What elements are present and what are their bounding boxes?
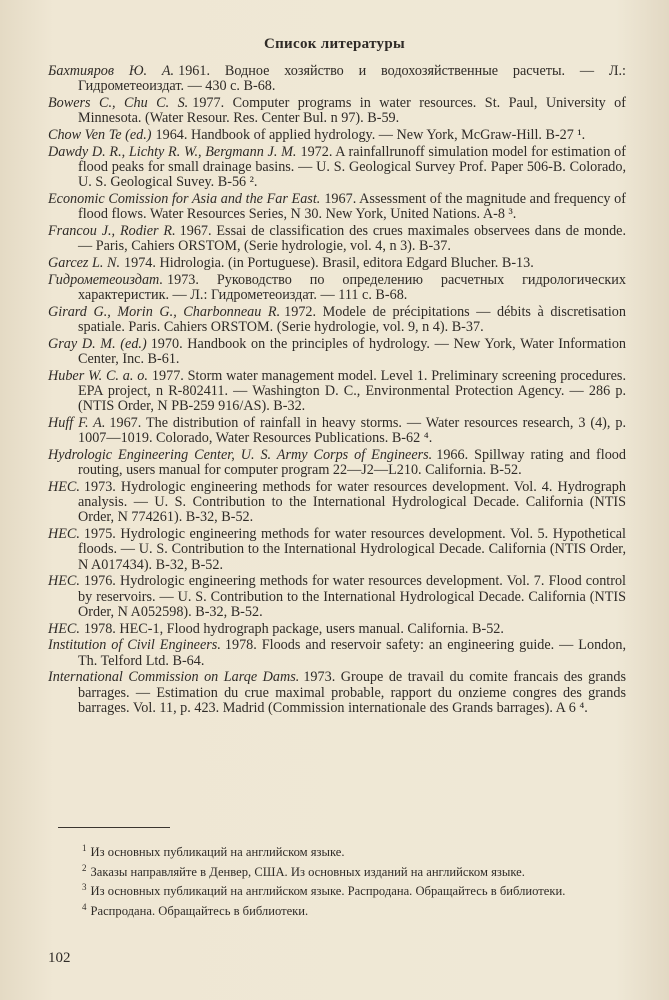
footnote-mark: 4 — [82, 902, 87, 913]
reference-details: 1966. Spillway rating and flood routing, users manual for computer program 22—J2—L210. California. B-52. — [78, 447, 626, 479]
reference-details: 1975. Hydrologic engineering methods for water resources development. Vol. 5. Hypothetical floods. — U. S. Contribution to the International Hydrological Decade. California (NTIS Order, N A017434). B-32, B-52. — [78, 526, 626, 573]
reference-details: 1976. Hydrologic engineering methods for water resources development. Vol. 7. Flood control by reservoirs. — U. S. Contribution to the International Hydrological Decade. California (NTIS Order, N A052598). B-32, B-52. — [78, 573, 626, 620]
reference-author: Francou J., Rodier R. — [48, 223, 176, 239]
footnote-list — [58, 841, 626, 920]
reference-details: 1977. Computer programs in water resources. St. Paul, University of Minnesota. (Water Resour. Res. Center Bul. n 97). B-59. — [78, 95, 627, 127]
reference-author: Bowers C., Chu C. S. — [48, 95, 189, 111]
reference-author: Huber W. C. a. o. — [48, 367, 148, 384]
reference-author: HEC. — [48, 526, 80, 543]
reference-details: 1972. A rainfallrunoff simulation model for estimation of flood peaks for small drainage basins. — U. S. Geological Survey Prof. Paper 506-B. Colorado, U. S. Geological Suvey. B-56 ². — [78, 143, 626, 191]
reference-entry — [48, 337, 626, 367]
reference-entry — [48, 638, 626, 668]
reference-details: 1978. Floods and reservoir safety: an engineering guide. — London, Th. Telford Ltd. B-64. — [78, 637, 626, 669]
reference-entry — [48, 622, 626, 637]
reference-details: 1974. Hidrologia. (in Portuguese). Brasil, editora Edgard Blucher. B-13. — [124, 255, 534, 271]
footnote-text: Из основных публикаций на английском языке. — [90, 845, 345, 860]
reference-author: Бахтияров Ю. А. — [48, 63, 175, 79]
reference-author: Dawdy D. R., Lichty R. W., Bergmann J. M. — [48, 143, 297, 160]
reference-entry — [48, 96, 626, 126]
reference-details: 1973. Groupe de travail du comite francais des grands barrages. — Estimation du crue maximal probable, rapport du onzieme congres des grands barrages. Vol. 11, p. 423. Madrid (Commission internationale des Grands barrages). A 6 ⁴. — [78, 669, 627, 716]
reference-entry — [48, 192, 626, 222]
reference-entry — [48, 273, 626, 303]
reference-entry — [48, 416, 626, 446]
reference-author: Economic Comission for Asia and the Far East. — [48, 191, 321, 207]
reference-list — [48, 64, 626, 718]
footnote-mark: 1 — [82, 843, 87, 853]
footnote-text: Распродана. Обращайтесь в библиотеки. — [90, 904, 309, 919]
reference-author: Hydrologic Engineering Center, U. S. Army Corps of Engineers. — [48, 447, 433, 463]
reference-entry — [48, 480, 626, 526]
reference-details: 1964. Handbook of applied hydrology. — New York, McGraw-Hill. B-27 ¹. — [155, 127, 586, 143]
reference-entry — [48, 256, 626, 271]
footnote-mark: 3 — [82, 882, 87, 893]
reference-details: 1977. Storm water management model. Level 1. Preliminary screening procedures. EPA project, n R-802411. — Washington D. C., Environmental Protection Agency. — 286 p. (NTIS Order, N PB-259 916/AS). B-32. — [78, 367, 626, 415]
reference-details: 1973. Hydrologic engineering methods for water resources development. Vol. 4. Hydrograph analysis. — U. S. Contribution to the International Hydrological Decade. California (NTIS Order, N 774261). B-32, B-52. — [78, 479, 626, 526]
reference-entry — [48, 145, 626, 191]
footnote-mark: 2 — [82, 862, 87, 873]
reference-author: Гидрометеоиздат. — [48, 271, 164, 288]
reference-author: Huff F. A. — [48, 415, 106, 431]
reference-author: HEC. — [48, 479, 80, 495]
footnote — [58, 900, 626, 920]
reference-details: 1967. The distribution of rainfall in heavy storms. — Water resources research, 3 (4), p. 1007—1019. Colorado, Water Resources Publications. B-62 ⁴. — [78, 415, 626, 447]
page-title: Список литературы — [263, 36, 406, 52]
footnote-text: Из основных публикаций на английском языке. Распродана. Обращайтесь в библиотеки. — [90, 884, 566, 899]
reference-details: 1967. Assessment of the magnitude and frequency of flood flows. Water Resources Series, N 30. New York, United Nations. A-8 ³. — [78, 191, 626, 223]
reference-author: Girard G., Morin G., Charbonneau R. — [48, 303, 281, 320]
reference-author: Institution of Civil Engineers. — [48, 637, 221, 654]
reference-entry — [48, 670, 626, 716]
reference-author: HEC. — [48, 573, 80, 590]
reference-entry — [48, 448, 626, 478]
reference-author: HEC. — [48, 620, 80, 637]
reference-entry — [48, 128, 626, 143]
reference-details: 1970. Handbook on the principles of hydrology. — New York, Water Information Center, Inc. B-61. — [78, 335, 627, 367]
reference-author: Chow Ven Te (ed.) — [48, 127, 152, 143]
reference-details: 1967. Essai de classification des crues maximales observees dans de monde. — Paris, Cahiers ORSTOM, (Serie hydrologie, vol. 4, n 3). B-37. — [78, 223, 627, 255]
reference-author: International Commission on Larqe Dams. — [48, 669, 300, 686]
footnote-text: Заказы направляйте в Денвер, США. Из основных изданий на английском языке. — [90, 864, 525, 879]
reference-author: Garcez L. N. — [48, 255, 120, 271]
footnote — [58, 880, 626, 900]
footnote — [58, 841, 626, 861]
reference-details: 1978. HEC-1, Flood hydrograph package, users manual. California. B-52. — [83, 620, 504, 637]
reference-entry — [48, 305, 626, 335]
reference-entry — [48, 527, 626, 573]
reference-details: 1972. Modele de précipitations — débits à discretisation spatiale. Paris. Cahiers ORSTOM. (Serie hydrologie, vol. 9, n 4). B-37. — [78, 303, 626, 335]
reference-entry — [48, 64, 626, 94]
reference-details: 1961. Водное хозяйство и водохозяйственные расчеты. — Л.: Гидрометеоиздат. — 430 с. В-68. — [78, 63, 626, 95]
reference-entry — [48, 574, 626, 620]
footnote-divider — [58, 827, 170, 828]
reference-entry — [48, 224, 626, 254]
page-number: 102 — [48, 950, 71, 966]
reference-author: Gray D. M. (ed.) — [48, 335, 147, 352]
reference-details: 1973. Руководство по определению расчетных гидрологических характеристик. — Л.: Гидрометеоиздат. — 111 с. В-68. — [78, 271, 626, 303]
footnote — [58, 861, 626, 881]
reference-entry — [48, 369, 626, 415]
